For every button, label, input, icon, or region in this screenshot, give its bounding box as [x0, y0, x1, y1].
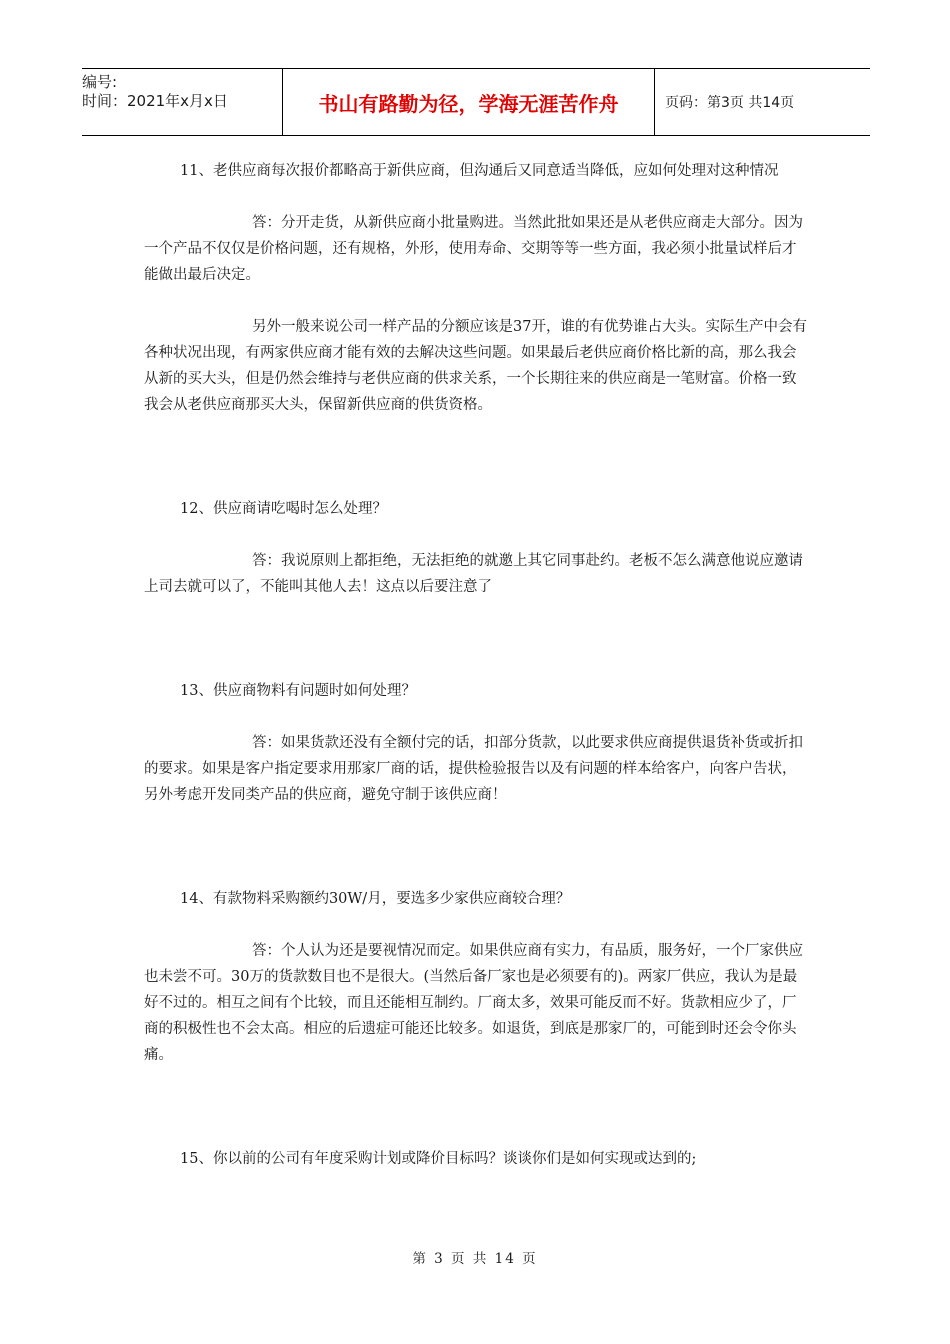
- header-meta: [82, 69, 282, 135]
- document-body: [144, 158, 809, 1172]
- header-motto: 书山有路勤为径，学海无涯苦作舟: [282, 69, 655, 135]
- answer-14: 答：个人认为还是要视情况而定。如果供应商有实力，有品质，服务好，一个厂家供应也未尝不可。30万的货款数目也不是很大。(当然后备厂家也是必须要有的)。两家厂供应，我认为是最好不过的。相互之间有个比较，而且还能相互制约。厂商太多，效果可能反而不好。货款相应少了，厂商的积极性也不会太高。相应的后遗症可能还比较多。如退货，到底是那家厂的，可能到时还会令你头痛。: [144, 943, 803, 1063]
- question-11: 11、老供应商每次报价都略高于新供应商，但沟通后又同意适当降低，应如何处理对这种情况: [180, 163, 779, 179]
- page-footer: 第 3 页 共 14 页: [412, 1251, 538, 1267]
- header-page-info: 页码：第3页 共14页: [665, 95, 795, 111]
- time-label: 时间：2021年x月x日: [82, 92, 228, 110]
- question-12: 12、供应商请吃喝时怎么处理？: [180, 501, 387, 517]
- page-header: [82, 68, 870, 136]
- number-label: 编号:: [82, 73, 118, 91]
- answer-11-part-2: 另外一般来说公司一样产品的分额应该是37开，谁的有优势谁占大头。实际生产中会有各种状况出现，有两家供应商才能有效的去解决这些问题。如果最后老供应商价格比新的高，那么我会从新的买大头，但是仍然会维持与老供应商的供求关系，一个长期往来的供应商是一笔财富。价格一致我会从老供应商那买大头，保留新供应商的供货资格。: [144, 319, 807, 413]
- question-15: 15、你以前的公司有年度采购计划或降价目标吗？谈谈你们是如何实现或达到的;: [180, 1151, 697, 1167]
- answer-11-part-1: 答：分开走货，从新供应商小批量购进。当然此批如果还是从老供应商走大部分。因为一个产品不仅仅是价格问题，还有规格，外形，使用寿命、交期等等一些方面，我必须小批量试样后才能做出最后决定。: [144, 215, 803, 283]
- answer-12: 答：我说原则上都拒绝，无法拒绝的就邀上其它同事赴约。老板不怎么满意他说应邀请上司去就可以了，不能叫其他人去！这点以后要注意了: [144, 553, 803, 595]
- question-13: 13、供应商物料有问题时如何处理？: [180, 683, 416, 699]
- answer-13: 答：如果货款还没有全额付完的话，扣部分货款，以此要求供应商提供退货补货或折扣的要求。如果是客户指定要求用那家厂商的话，提供检验报告以及有问题的样本给客户，向客户告状，另外考虑开发同类产品的供应商，避免守制于该供应商！: [144, 735, 803, 803]
- question-14: 14、有款物料采购额约30W/月，要选多少家供应商较合理？: [180, 891, 571, 907]
